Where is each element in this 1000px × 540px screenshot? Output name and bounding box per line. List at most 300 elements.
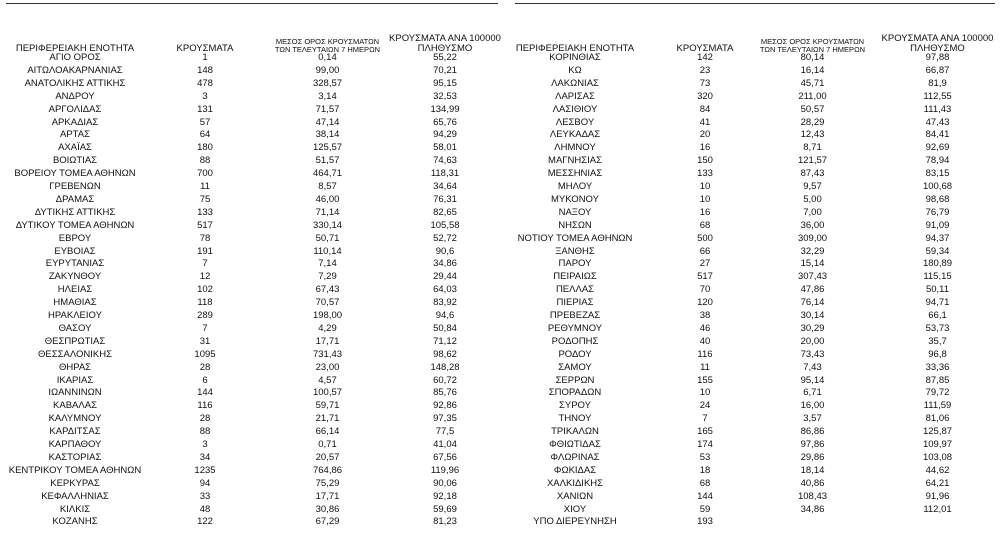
per-100k-cell: 65,76 <box>433 116 457 128</box>
header-cases: ΚΡΟΥΣΜΑΤΑ <box>176 43 234 55</box>
cases-cell: 46 <box>699 322 711 334</box>
table-row <box>505 452 1000 464</box>
table-row <box>0 233 500 245</box>
area-cell: ΣΑΜΟΥ <box>558 361 592 373</box>
per-100k-cell: 112,55 <box>923 90 952 102</box>
table-right-half <box>505 0 1000 540</box>
per-100k-cell: 92,69 <box>925 142 950 154</box>
per-100k-cell: 70,21 <box>433 64 457 76</box>
area-cell: ΑΧΑΪΑΣ <box>58 142 92 154</box>
area-cell: ΠΙΕΡΙΑΣ <box>556 297 594 309</box>
per-100k-cell: 66,1 <box>928 310 947 321</box>
avg-cell: 16,14 <box>800 64 825 76</box>
table-row <box>0 478 500 490</box>
area-cell: ΖΑΚΥΝΘΟΥ <box>48 271 102 283</box>
per-100k-cell: 34,86 <box>433 258 457 270</box>
area-cell: ΚΩ <box>568 64 582 76</box>
table-row <box>505 78 1000 90</box>
table-row <box>0 142 500 154</box>
cases-cell: 133 <box>697 168 713 180</box>
table-row <box>505 336 1000 348</box>
table-row <box>0 426 500 438</box>
per-100k-cell: 83,92 <box>433 297 457 309</box>
header-per-100k: ΚΡΟΥΣΜΑΤΑ ΑΝΑ 100000 ΠΛΗΘΥΣΜΟ <box>881 33 994 55</box>
cases-cell: 88 <box>199 155 211 167</box>
avg-cell: 75,29 <box>315 477 340 489</box>
table-row <box>0 323 500 335</box>
cases-cell: 320 <box>697 90 713 102</box>
per-100k-cell: 47,43 <box>925 116 950 128</box>
per-100k-cell: 100,68 <box>922 181 953 192</box>
avg-cell: 30,86 <box>315 503 340 515</box>
cases-cell: 16 <box>699 206 711 218</box>
avg-cell: 20,00 <box>800 335 825 347</box>
area-cell: ΑΡΚΑΔΙΑΣ <box>51 116 99 128</box>
area-cell: ΡΟΔΟΠΗΣ <box>551 335 599 347</box>
cases-cell: 88 <box>199 426 211 438</box>
cases-cell: 11 <box>700 361 710 373</box>
avg-cell: 73,43 <box>800 348 825 360</box>
per-100k-cell: 119,96 <box>430 464 460 476</box>
per-100k-cell: 52,72 <box>433 232 457 244</box>
cases-cell: 31 <box>199 335 211 347</box>
cases-cell: 40 <box>699 335 711 347</box>
avg-cell: 4,29 <box>318 322 337 334</box>
per-100k-cell: 87,85 <box>925 374 950 386</box>
cases-cell: 57 <box>199 116 211 128</box>
avg-cell: 108,43 <box>797 490 828 502</box>
table-row <box>505 155 1000 167</box>
table-row <box>0 349 500 361</box>
area-cell: ΕΒΡΟΥ <box>58 232 92 244</box>
area-cell: ΝΟΤΙΟΥ ΤΟΜΕΑ ΑΘΗΝΩΝ <box>517 232 633 244</box>
per-100k-cell: 94,37 <box>925 232 950 244</box>
area-cell: ΔΥΤΙΚΗΣ ΑΤΤΙΚΗΣ <box>34 206 116 218</box>
cases-cell: 28 <box>199 361 211 373</box>
area-cell: ΕΥΡΥΤΑΝΙΑΣ <box>45 258 105 270</box>
cases-cell: 191 <box>197 245 213 257</box>
table-row <box>0 258 500 270</box>
avg-cell: 0,71 <box>318 439 337 450</box>
avg-cell: 51,57 <box>315 155 340 167</box>
cases-cell: 180 <box>197 142 213 154</box>
per-100k-cell: 44,62 <box>925 464 950 476</box>
area-cell: ΚΕΝΤΡΙΚΟΥ ΤΟΜΕΑ ΑΘΗΝΩΝ <box>8 464 142 476</box>
area-cell: ΡΟΔΟΥ <box>558 348 592 360</box>
cases-cell: 53 <box>699 451 711 463</box>
table-row <box>0 336 500 348</box>
table-row <box>0 400 500 412</box>
area-cell: ΔΥΤΙΚΟΥ ΤΟΜΕΑ ΑΘΗΝΩΝ <box>15 219 135 231</box>
cases-cell: 148 <box>197 64 213 76</box>
avg-cell: 36,00 <box>800 219 825 231</box>
table-row <box>0 78 500 90</box>
area-cell: ΦΩΚΙΔΑΣ <box>553 464 597 476</box>
per-100k-cell: 81,9 <box>928 77 947 89</box>
table-row <box>505 220 1000 232</box>
table-row <box>505 207 1000 219</box>
table-row <box>505 258 1000 270</box>
area-cell: ΠΕΙΡΑΙΩΣ <box>553 271 597 283</box>
area-cell: ΛΑΣΙΘΙΟΥ <box>552 103 598 115</box>
avg-cell: 66,14 <box>315 426 340 438</box>
per-100k-cell: 94,29 <box>433 129 457 141</box>
per-100k-cell: 94,6 <box>435 310 455 321</box>
per-100k-cell: 134,99 <box>430 103 460 115</box>
per-100k-cell: 92,18 <box>433 490 457 502</box>
table-row <box>0 491 500 503</box>
avg-cell: 45,71 <box>800 77 825 89</box>
table-row <box>0 181 500 193</box>
cases-cell: 118 <box>197 297 213 309</box>
cases-cell: 1235 <box>194 464 216 476</box>
per-100k-cell: 34,64 <box>433 181 457 192</box>
table-row <box>505 181 1000 193</box>
table-row <box>0 465 500 477</box>
per-100k-cell: 77,5 <box>435 426 455 438</box>
avg-cell: 47,14 <box>315 116 340 128</box>
cases-cell: 78 <box>199 232 211 244</box>
per-100k-cell: 92,86 <box>433 400 457 412</box>
area-cell: ΘΕΣΠΡΩΤΙΑΣ <box>44 335 106 347</box>
cases-cell: 75 <box>199 193 211 205</box>
avg-cell: 764,86 <box>312 464 343 476</box>
area-cell: ΛΗΜΝΟΥ <box>554 142 596 154</box>
area-cell: ΑΡΤΑΣ <box>60 129 90 141</box>
cases-cell: 94 <box>199 477 211 489</box>
table-row <box>0 168 500 180</box>
cases-cell: 116 <box>197 400 213 412</box>
cases-cell: 41 <box>699 116 711 128</box>
table-row <box>0 104 500 116</box>
table-row <box>505 104 1000 116</box>
cases-cell: 133 <box>197 206 213 218</box>
cases-cell: 289 <box>197 310 213 321</box>
avg-cell: 18,14 <box>800 464 825 476</box>
area-cell: ΗΡΑΚΛΕΙΟΥ <box>48 310 102 321</box>
cases-cell: 131 <box>197 103 213 115</box>
per-100k-cell: 97,88 <box>925 52 950 63</box>
table-row <box>505 117 1000 129</box>
avg-cell: 50,71 <box>315 232 340 244</box>
per-100k-cell: 53,73 <box>925 322 950 334</box>
per-100k-cell: 83,15 <box>925 168 950 180</box>
per-100k-cell: 74,63 <box>433 155 457 167</box>
cases-cell: 500 <box>697 232 713 244</box>
cases-cell: 6 <box>202 374 208 386</box>
avg-cell: 211,00 <box>798 90 827 102</box>
cases-cell: 165 <box>697 426 713 438</box>
per-100k-cell: 85,76 <box>433 387 457 399</box>
cases-cell: 174 <box>697 439 713 450</box>
area-cell: ΙΩΑΝΝΙΝΩΝ <box>48 387 102 399</box>
avg-cell: 97,86 <box>800 439 825 450</box>
area-cell: ΡΕΘΥΜΝΟΥ <box>547 322 603 334</box>
area-cell: ΣΕΡΡΩΝ <box>555 374 595 386</box>
avg-cell: 17,71 <box>315 490 340 502</box>
cases-cell: 7 <box>202 322 208 334</box>
per-100k-cell: 105,58 <box>430 219 460 231</box>
per-100k-cell: 103,08 <box>922 451 953 463</box>
area-cell: ΘΕΣΣΑΛΟΝΙΚΗΣ <box>38 348 112 360</box>
per-100k-cell: 59,34 <box>925 245 950 257</box>
avg-cell: 28,29 <box>800 116 825 128</box>
per-100k-cell: 59,69 <box>433 503 457 515</box>
per-100k-cell: 50,11 <box>925 284 950 296</box>
avg-cell: 86,86 <box>800 426 825 438</box>
area-cell: ΚΑΒΑΛΑΣ <box>53 400 97 412</box>
avg-cell: 0,14 <box>318 52 337 63</box>
avg-cell: 50,57 <box>800 103 825 115</box>
table-row <box>505 478 1000 490</box>
cases-cell: 150 <box>697 155 713 167</box>
table-row <box>0 439 500 451</box>
area-cell: ΝΗΣΩΝ <box>558 219 592 231</box>
area-cell: ΝΑΞΟΥ <box>558 206 592 218</box>
avg-cell: 40,86 <box>800 477 825 489</box>
area-cell: ΚΑΡΔΙΤΣΑΣ <box>49 426 101 438</box>
cases-cell: 16 <box>699 142 711 154</box>
header-per-100k: ΚΡΟΥΣΜΑΤΑ ΑΝΑ 100000 ΠΛΗΘΥΣΜΟ <box>389 33 501 55</box>
table-row <box>505 362 1000 374</box>
area-cell: ΚΑΛΥΜΝΟΥ <box>48 413 102 425</box>
per-100k-cell: 76,31 <box>433 193 457 205</box>
cases-cell: 1 <box>202 52 208 63</box>
header-avg-7-days: ΜΕΣΟΣ ΟΡΟΣ ΚΡΟΥΣΜΑΤΩΝ ΤΩΝ ΤΕΛΕΥΤΑΙΩΝ 7 ΗΜΕΡΩΝ <box>274 37 381 55</box>
cases-cell: 3 <box>202 439 208 450</box>
area-cell: ΙΚΑΡΙΑΣ <box>56 374 94 386</box>
cases-cell: 3 <box>202 90 208 102</box>
cases-cell: 70 <box>699 284 711 296</box>
table-row <box>0 284 500 296</box>
area-cell: ΗΛΕΙΑΣ <box>57 284 93 296</box>
avg-cell: 7,00 <box>803 206 822 218</box>
table-row <box>0 271 500 283</box>
table-row <box>505 465 1000 477</box>
table-row <box>505 426 1000 438</box>
per-100k-cell: 96,8 <box>928 348 947 360</box>
area-cell: ΑΙΤΩΛΟΑΚΑΡΝΑΝΙΑΣ <box>27 64 123 76</box>
area-cell: ΒΟΙΩΤΙΑΣ <box>52 155 98 167</box>
per-100k-cell: 50,84 <box>433 322 457 334</box>
area-cell: ΛΕΣΒΟΥ <box>555 116 595 128</box>
cases-cell: 18 <box>699 464 711 476</box>
table-row <box>505 439 1000 451</box>
avg-cell: 32,29 <box>800 245 825 257</box>
cases-cell: 59 <box>699 503 711 515</box>
cases-cell: 120 <box>697 297 713 309</box>
per-100k-cell: 41,04 <box>433 439 457 450</box>
area-cell: ΜΕΣΣΗΝΙΑΣ <box>547 168 603 180</box>
avg-cell: 23,00 <box>315 361 340 373</box>
cases-cell: 73 <box>699 77 711 89</box>
table-row <box>505 387 1000 399</box>
avg-cell: 9,57 <box>803 181 822 192</box>
header-area: ΠΕΡΙΦΕΡΕΙΑΚΗ ΕΝΟΤΗΤΑ <box>515 43 635 55</box>
per-100k-cell: 97,35 <box>433 413 457 425</box>
area-cell: ΚΟΖΑΝΗΣ <box>52 516 98 528</box>
cases-cell: 38 <box>699 310 711 321</box>
cases-cell: 34 <box>199 451 211 463</box>
avg-cell: 330,14 <box>312 219 343 231</box>
avg-cell: 307,43 <box>797 271 828 283</box>
per-100k-cell: 91,09 <box>925 219 950 231</box>
per-100k-cell: 76,79 <box>925 206 950 218</box>
table-row <box>505 297 1000 309</box>
area-cell: ΚΕΡΚΥΡΑΣ <box>50 477 100 489</box>
area-cell: ΘΗΡΑΣ <box>58 361 92 373</box>
avg-cell: 80,14 <box>800 52 825 63</box>
per-100k-cell: 71,12 <box>433 335 457 347</box>
area-cell: ΚΕΦΑΛΛΗΝΙΑΣ <box>41 490 109 502</box>
cases-cell: 10 <box>699 387 711 399</box>
table-row <box>0 129 500 141</box>
table-row <box>505 65 1000 77</box>
per-100k-cell: 109,97 <box>922 439 953 450</box>
avg-cell: 67,29 <box>315 516 340 528</box>
cases-cell: 1095 <box>194 348 216 360</box>
avg-cell: 8,71 <box>803 142 822 154</box>
per-100k-cell: 112,01 <box>923 503 952 515</box>
avg-cell: 5,00 <box>803 193 822 205</box>
cases-cell: 28 <box>199 413 211 425</box>
area-cell: ΤΗΝΟΥ <box>558 413 592 425</box>
per-100k-cell: 90,6 <box>435 245 455 257</box>
cases-cell: 144 <box>697 490 713 502</box>
avg-cell: 30,14 <box>800 310 825 321</box>
avg-cell: 20,57 <box>315 451 340 463</box>
avg-cell: 34,86 <box>800 503 825 515</box>
table-row <box>505 375 1000 387</box>
per-100k-cell: 90,06 <box>433 477 457 489</box>
area-cell: ΕΥΒΟΙΑΣ <box>54 245 96 257</box>
area-cell: ΚΑΣΤΟΡΙΑΣ <box>48 451 102 463</box>
avg-cell: 87,43 <box>800 168 825 180</box>
area-cell: ΑΓΙΟ ΟΡΟΣ <box>49 52 101 63</box>
table-row <box>505 349 1000 361</box>
area-cell: ΔΡΑΜΑΣ <box>55 193 95 205</box>
per-100k-cell: 66,87 <box>925 64 950 76</box>
area-cell: ΥΠΟ ΔΙΕΡΕΥΝΗΣΗ <box>533 516 617 528</box>
avg-cell: 6,71 <box>803 387 822 399</box>
table-row <box>505 271 1000 283</box>
table-row <box>0 91 500 103</box>
cases-cell: 33 <box>199 490 211 502</box>
header-cases: ΚΡΟΥΣΜΑΤΑ <box>676 43 734 55</box>
avg-cell: 15,14 <box>800 258 825 270</box>
area-cell: ΦΛΩΡΙΝΑΣ <box>550 451 600 463</box>
area-cell: ΚΙΛΚΙΣ <box>59 503 91 515</box>
avg-cell: 47,86 <box>800 284 825 296</box>
area-cell: ΠΑΡΟΥ <box>558 258 592 270</box>
header-area: ΠΕΡΙΦΕΡΕΙΑΚΗ ΕΝΟΤΗΤΑ <box>15 43 135 55</box>
avg-cell: 21,71 <box>315 413 340 425</box>
avg-cell: 38,14 <box>315 129 340 141</box>
cases-cell: 102 <box>197 284 213 296</box>
table-row <box>0 220 500 232</box>
avg-cell: 8,57 <box>318 181 337 192</box>
avg-cell: 7,43 <box>803 361 822 373</box>
avg-cell: 99,00 <box>315 64 340 76</box>
avg-cell: 731,43 <box>312 348 343 360</box>
table-row <box>0 504 500 516</box>
table-row <box>0 413 500 425</box>
table-row <box>0 194 500 206</box>
avg-cell: 70,57 <box>315 297 340 309</box>
avg-cell: 30,29 <box>800 322 825 334</box>
per-100k-cell: 82,65 <box>433 206 457 218</box>
avg-cell: 3,14 <box>318 90 337 102</box>
table-row <box>0 310 500 322</box>
area-cell: ΜΥΚΟΝΟΥ <box>551 193 599 205</box>
area-cell: ΣΠΟΡΑΔΩΝ <box>548 387 602 399</box>
per-100k-cell: 64,21 <box>925 477 950 489</box>
per-100k-cell: 94,71 <box>925 297 950 309</box>
per-100k-cell: 91,96 <box>925 490 950 502</box>
avg-cell: 29,86 <box>800 451 825 463</box>
per-100k-cell: 180,89 <box>922 258 953 270</box>
area-cell: ΛΕΥΚΑΔΑΣ <box>549 129 601 141</box>
per-100k-cell: 35,7 <box>928 335 947 347</box>
cases-cell: 7 <box>202 258 208 270</box>
avg-cell: 46,00 <box>315 193 340 205</box>
per-100k-cell: 79,72 <box>925 387 950 399</box>
area-cell: ΜΑΓΝΗΣΙΑΣ <box>548 155 602 167</box>
avg-cell: 71,57 <box>315 103 340 115</box>
table-row <box>0 297 500 309</box>
cases-cell: 142 <box>697 52 713 63</box>
per-100k-cell: 78,94 <box>925 155 950 167</box>
per-100k-cell: 81,06 <box>925 413 950 425</box>
area-cell: ΑΡΓΟΛΙΔΑΣ <box>48 103 102 115</box>
table-row <box>0 375 500 387</box>
avg-cell: 67,43 <box>315 284 340 296</box>
area-cell: ΧΙΟΥ <box>563 503 587 515</box>
avg-cell: 125,57 <box>312 142 343 154</box>
cases-cell: 23 <box>699 64 711 76</box>
per-100k-cell: 64,03 <box>433 284 457 296</box>
avg-cell: 198,00 <box>312 310 343 321</box>
cases-cell: 48 <box>199 503 211 515</box>
cases-cell: 517 <box>197 219 213 231</box>
per-100k-cell: 58,01 <box>433 142 457 154</box>
table-row <box>0 362 500 374</box>
per-100k-cell: 95,15 <box>433 77 457 89</box>
cases-cell: 24 <box>699 400 711 412</box>
cases-cell: 84 <box>699 103 711 115</box>
table-row <box>505 52 1000 64</box>
table-row <box>505 91 1000 103</box>
per-100k-cell: 67,56 <box>433 451 457 463</box>
table-row <box>0 246 500 258</box>
cases-cell: 64 <box>199 129 211 141</box>
avg-cell: 328,57 <box>312 77 343 89</box>
per-100k-cell: 84,41 <box>925 129 950 141</box>
per-100k-cell: 148,28 <box>430 361 460 373</box>
cases-cell: 478 <box>197 77 213 89</box>
per-100k-cell: 118,31 <box>430 168 460 180</box>
per-100k-cell: 111,59 <box>923 400 952 412</box>
area-cell: ΛΑΚΩΝΙΑΣ <box>551 77 599 89</box>
cases-cell: 193 <box>697 516 713 528</box>
table-row <box>0 117 500 129</box>
per-100k-cell: 111,43 <box>923 103 952 115</box>
avg-cell: 76,14 <box>800 297 825 309</box>
cases-cell: 11 <box>200 181 210 192</box>
table-row <box>505 284 1000 296</box>
area-cell: ΚΑΡΠΑΘΟΥ <box>48 439 102 450</box>
per-100k-cell: 125,87 <box>922 426 953 438</box>
